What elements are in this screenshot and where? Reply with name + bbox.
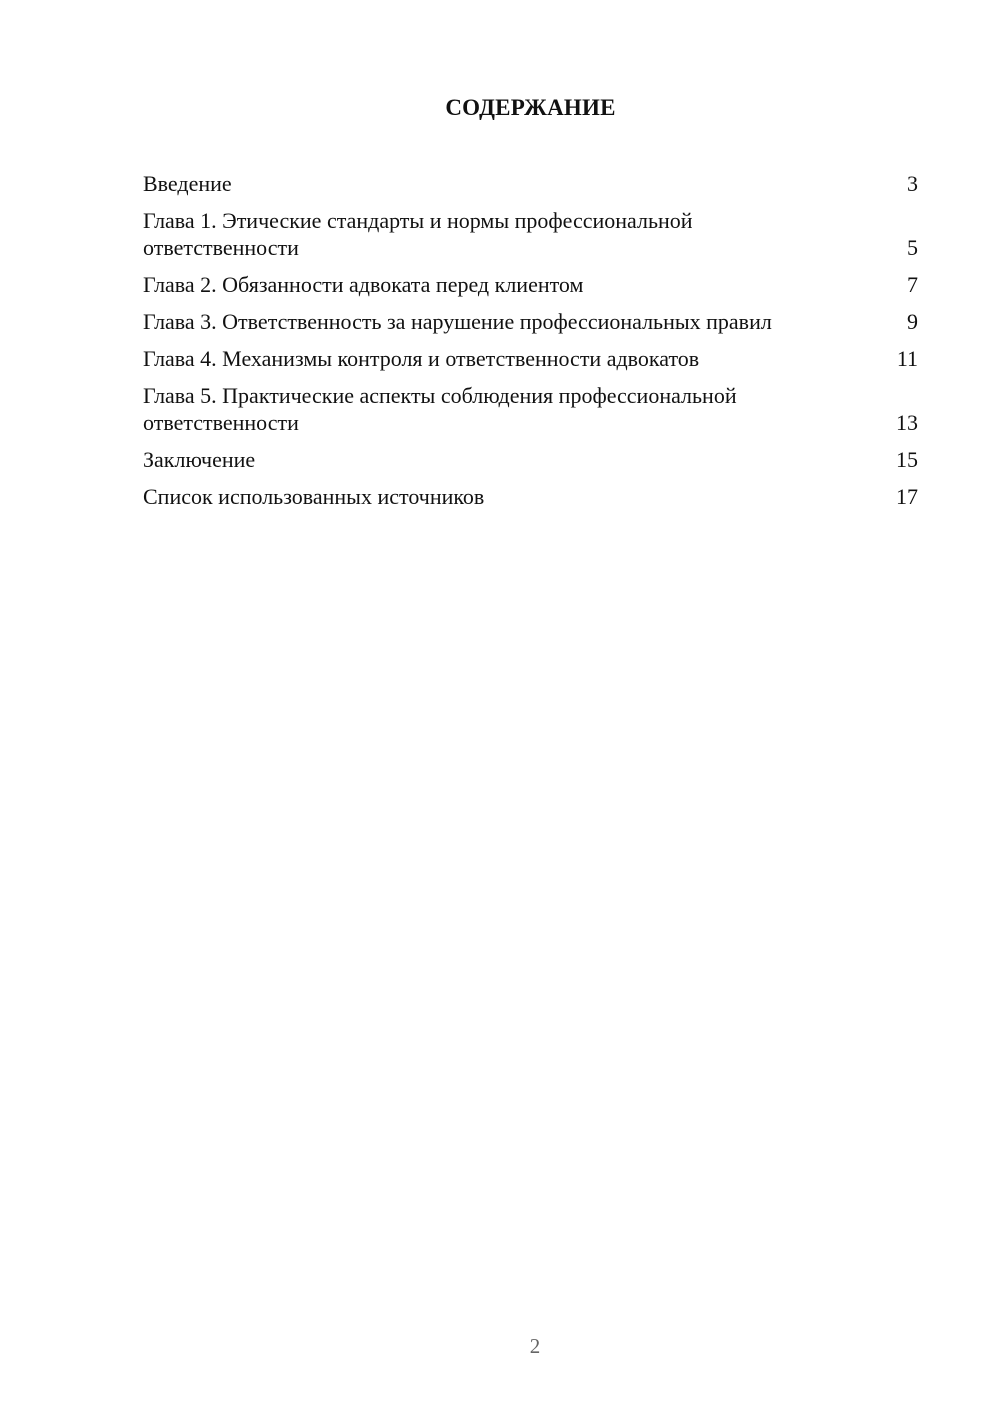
toc-entry-page: 11 [896, 346, 918, 371]
toc-entry-page: 5 [907, 235, 918, 260]
toc-entry-page: 17 [896, 484, 918, 509]
toc-entry [143, 382, 918, 436]
toc-entry-title: Глава 5. Практические аспекты соблюдения профессиональной ответственности [143, 383, 737, 435]
toc-entry [143, 170, 918, 197]
toc-entry-page: 15 [896, 447, 918, 472]
toc-entry-title: Глава 4. Механизмы контроля и ответственности адвокатов [143, 346, 700, 371]
table-of-contents [143, 170, 918, 520]
toc-entry-title: Список использованных источников [143, 484, 485, 509]
toc-entry-title: Введение [143, 171, 232, 196]
toc-entry-title: Глава 1. Этические стандарты и нормы профессиональной ответственности [143, 208, 693, 260]
toc-entry-page: 13 [896, 410, 918, 435]
toc-entry-title: Глава 3. Ответственность за нарушение профессиональных правил [143, 309, 772, 334]
toc-entry-page: 9 [907, 309, 918, 334]
toc-title: СОДЕРЖАНИЕ [445, 95, 616, 120]
toc-entry [143, 308, 918, 335]
toc-entry [143, 345, 918, 372]
page-number: 2 [529, 1334, 541, 1358]
toc-entry [143, 207, 918, 261]
toc-entry-page: 3 [907, 171, 918, 196]
toc-entry [143, 483, 918, 510]
toc-entry-page: 7 [907, 272, 918, 297]
toc-entry-title: Заключение [143, 447, 256, 472]
toc-entry [143, 271, 918, 298]
toc-entry-title: Глава 2. Обязанности адвоката перед клиентом [143, 272, 584, 297]
toc-entry [143, 446, 918, 473]
